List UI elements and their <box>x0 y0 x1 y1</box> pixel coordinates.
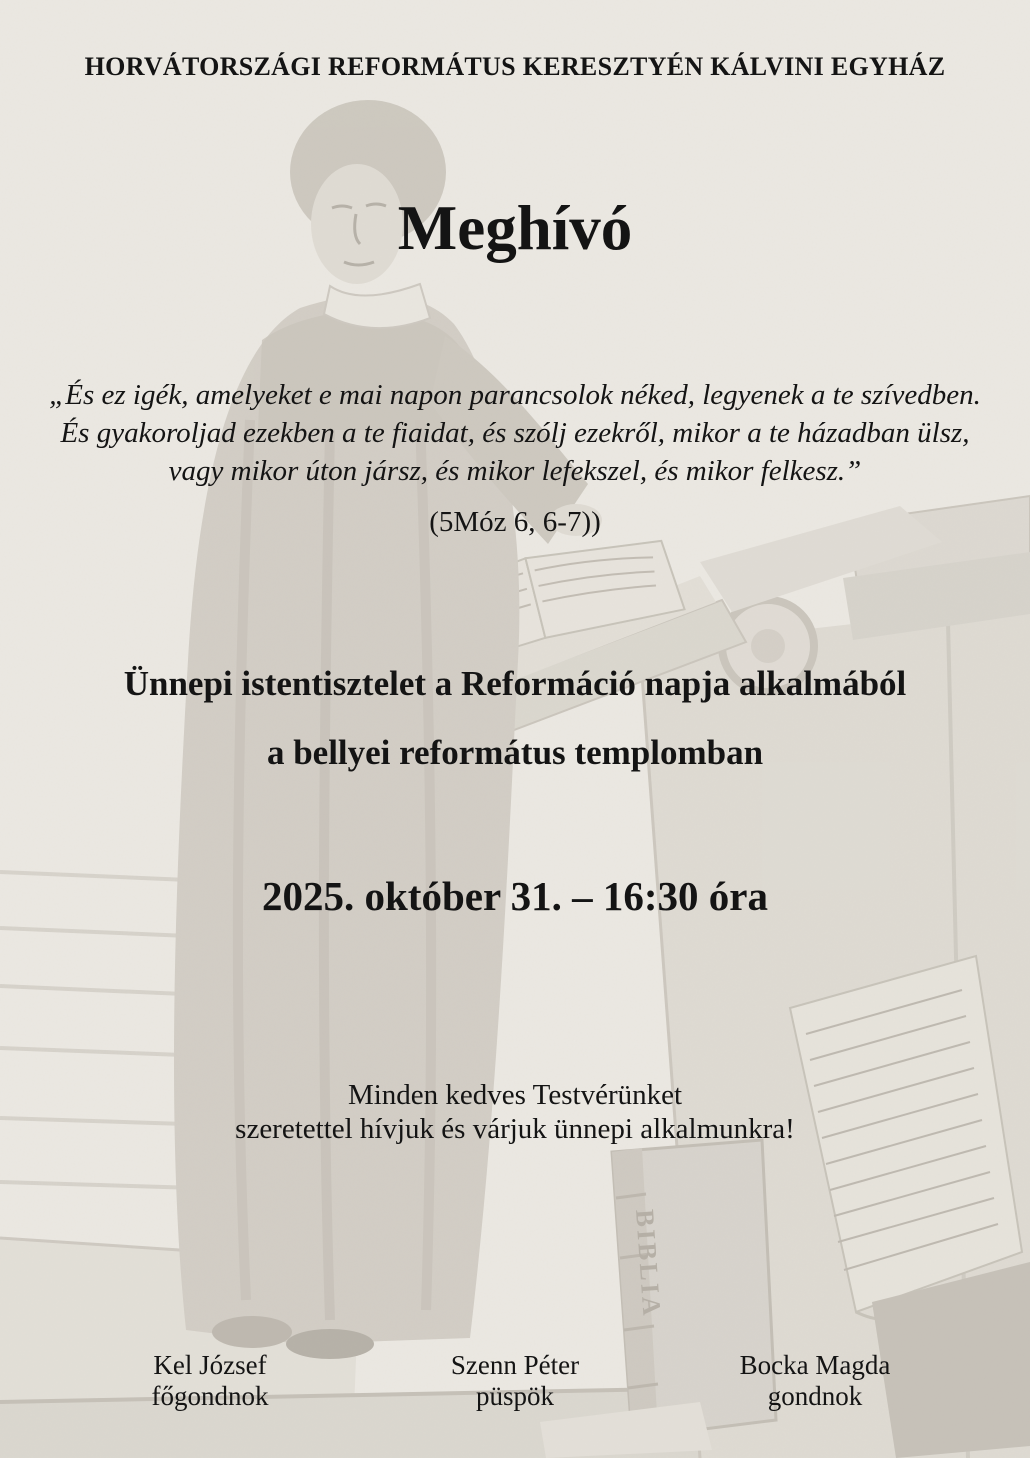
event-datetime: 2025. október 31. – 16:30 óra <box>261 873 768 919</box>
invitation-line-2: szeretettel hívjuk és várjuk ünnepi alkalmunkra! <box>235 1113 795 1145</box>
signatory-fogondnok <box>105 1350 315 1412</box>
quote-line-3: vagy mikor úton jársz, és mikor lefekszel, és mikor felkesz.” <box>168 455 862 487</box>
signatory-puspok <box>410 1350 620 1412</box>
quote-line-2: És gyakoroljad ezekben a te fiaidat, és szólj ezekről, mikor a te házadban ülsz, <box>60 417 970 449</box>
signatory-role: püspök <box>475 1381 554 1411</box>
invitation-text <box>0 1078 1030 1146</box>
signatory-role: gondnok <box>767 1381 863 1411</box>
invitation-line-1: Minden kedves Testvérünket <box>347 1079 683 1111</box>
organization-name: HORVÁTORSZÁGI REFORMÁTUS KERESZTYÉN KÁLVINI EGYHÁZ <box>84 52 946 81</box>
signatory-gondnok <box>710 1350 920 1412</box>
signatory-name: Bocka Magda <box>739 1350 891 1380</box>
event-title-line-1: Ünnepi istentisztelet a Reformáció napja alkalmából <box>123 664 907 703</box>
signatory-name: Kel József <box>153 1350 267 1380</box>
event-title-line-2: a bellyei református templomban <box>266 733 764 772</box>
scripture-reference: (5Móz 6, 6-7)) <box>429 506 601 538</box>
signatory-role: főgondnok <box>151 1381 269 1411</box>
scripture-quote <box>0 376 1030 490</box>
signatory-name: Szenn Péter <box>450 1350 580 1380</box>
page-title: Meghívó <box>397 193 633 263</box>
quote-line-1: „És ez igék, amelyeket e mai napon parancsolok néked, legyenek a te szívedben. <box>49 379 981 411</box>
